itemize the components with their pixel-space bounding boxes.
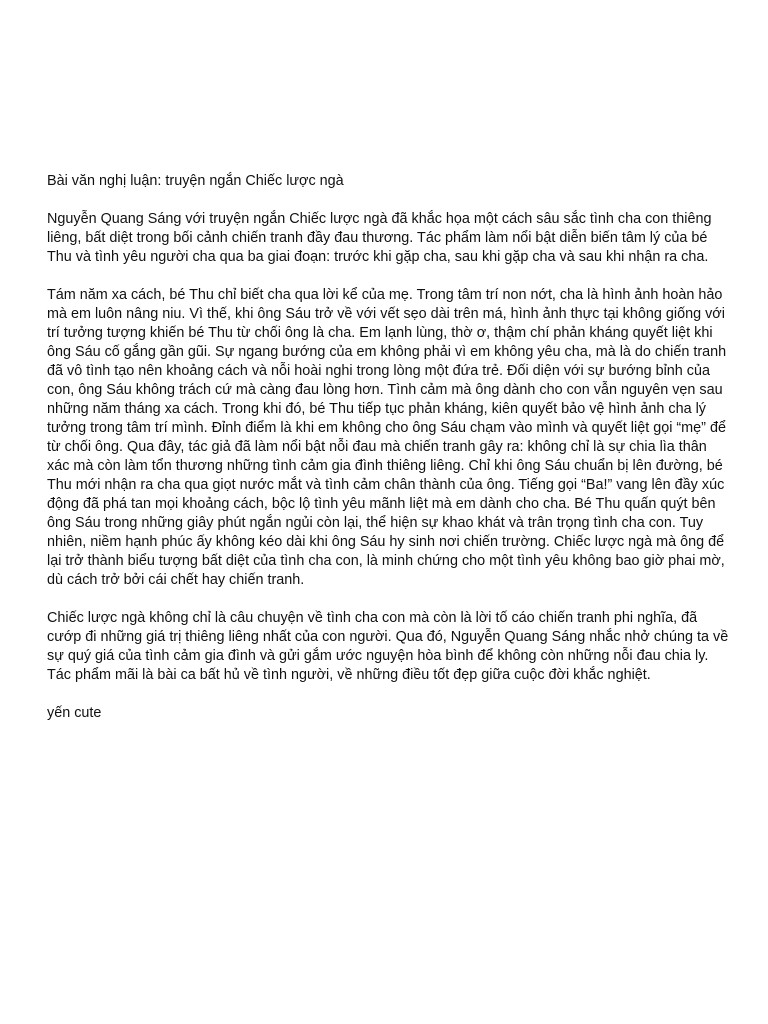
paragraph-body: Tám năm xa cách, bé Thu chỉ biết cha qua lời kể của mẹ. Trong tâm trí non nớt, cha là hình ảnh hoàn hảo mà em luôn nâng niu. Vì thế, khi ông Sáu trở về với vết sẹo dài trên má, hình ảnh thực tại không giống với trí tưởng tượng khiến bé Thu từ chối ông là cha. Em lạnh lùng, thờ ơ, thậm chí phản kháng quyết liệt khi ông Sáu cố gắng gần gũi. Sự ngang bướng của em không phải vì em không yêu cha, mà là do chiến tranh đã vô tình tạo nên khoảng cách và nỗi hoài nghi trong lòng một đứa trẻ. Đối diện với sự bướng bỉnh của con, ông Sáu không trách cứ mà càng đau lòng hơn. Tình cảm mà ông dành cho con vẫn nguyên vẹn sau những năm tháng xa cách. Trong khi đó, bé Thu tiếp tục phản kháng, kiên quyết bảo vệ hình ảnh cha lý tưởng trong tâm trí mình. Đỉnh điểm là khi em không cho ông Sáu chạm vào mình và quyết liệt gọi “mẹ” để từ chối ông. Qua đây, tác giả đã làm nổi bật nỗi đau mà chiến tranh gây ra: không chỉ là sự chia lìa thân xác mà còn làm tổn thương những tình cảm gia đình thiêng liêng. Chỉ khi ông Sáu chuẩn bị lên đường, bé Thu mới nhận ra cha qua giọt nước mắt và tình cảm chân thành của ông. Tiếng gọi “Ba!” vang lên đầy xúc động đã phá tan mọi khoảng cách, bộc lộ tình yêu mãnh liệt mà em dành cho cha. Bé Thu quấn quýt bên ông Sáu trong những giây phút ngắn ngủi còn lại, thể hiện sự khao khát và trân trọng tình cha con. Tuy nhiên, niềm hạnh phúc ấy không kéo dài khi ông Sáu hy sinh nơi chiến trường. Chiếc lược ngà mà ông để lại trở thành biểu tượng bất diệt của tình cha con, là minh chứng cho một tình yêu không bao giờ phai mờ, dù cách trở bởi cái chết hay chiến tranh. bbox=[47, 287, 727, 588]
paragraph-intro: Nguyễn Quang Sáng với truyện ngắn Chiếc lược ngà đã khắc họa một cách sâu sắc tình cha con thiêng liêng, bất diệt trong bối cảnh chiến tranh đầy đau thương. Tác phẩm làm nổi bật diễn biến tâm lý của bé Thu và tình yêu người cha qua ba giai đoạn: trước khi gặp cha, sau khi gặp cha và sau khi nhận ra cha. bbox=[47, 211, 712, 265]
paragraph-conclusion: Chiếc lược ngà không chỉ là câu chuyện về tình cha con mà còn là lời tố cáo chiến tranh phi nghĩa, đã cướp đi những giá trị thiêng liêng nhất của con người. Qua đó, Nguyễn Quang Sáng nhắc nhở chúng ta về sự quý giá của tình cảm gia đình và gửi gắm ước nguyện hòa bình để không còn những nỗi đau chia ly. Tác phẩm mãi là bài ca bất hủ về tình người, về những điều tốt đẹp giữa cuộc đời khắc nghiệt. bbox=[47, 610, 729, 683]
author-signature: yến cute bbox=[47, 705, 102, 721]
document-title: Bài văn nghị luận: truyện ngắn Chiếc lược ngà bbox=[47, 173, 344, 189]
document-body bbox=[47, 172, 729, 723]
